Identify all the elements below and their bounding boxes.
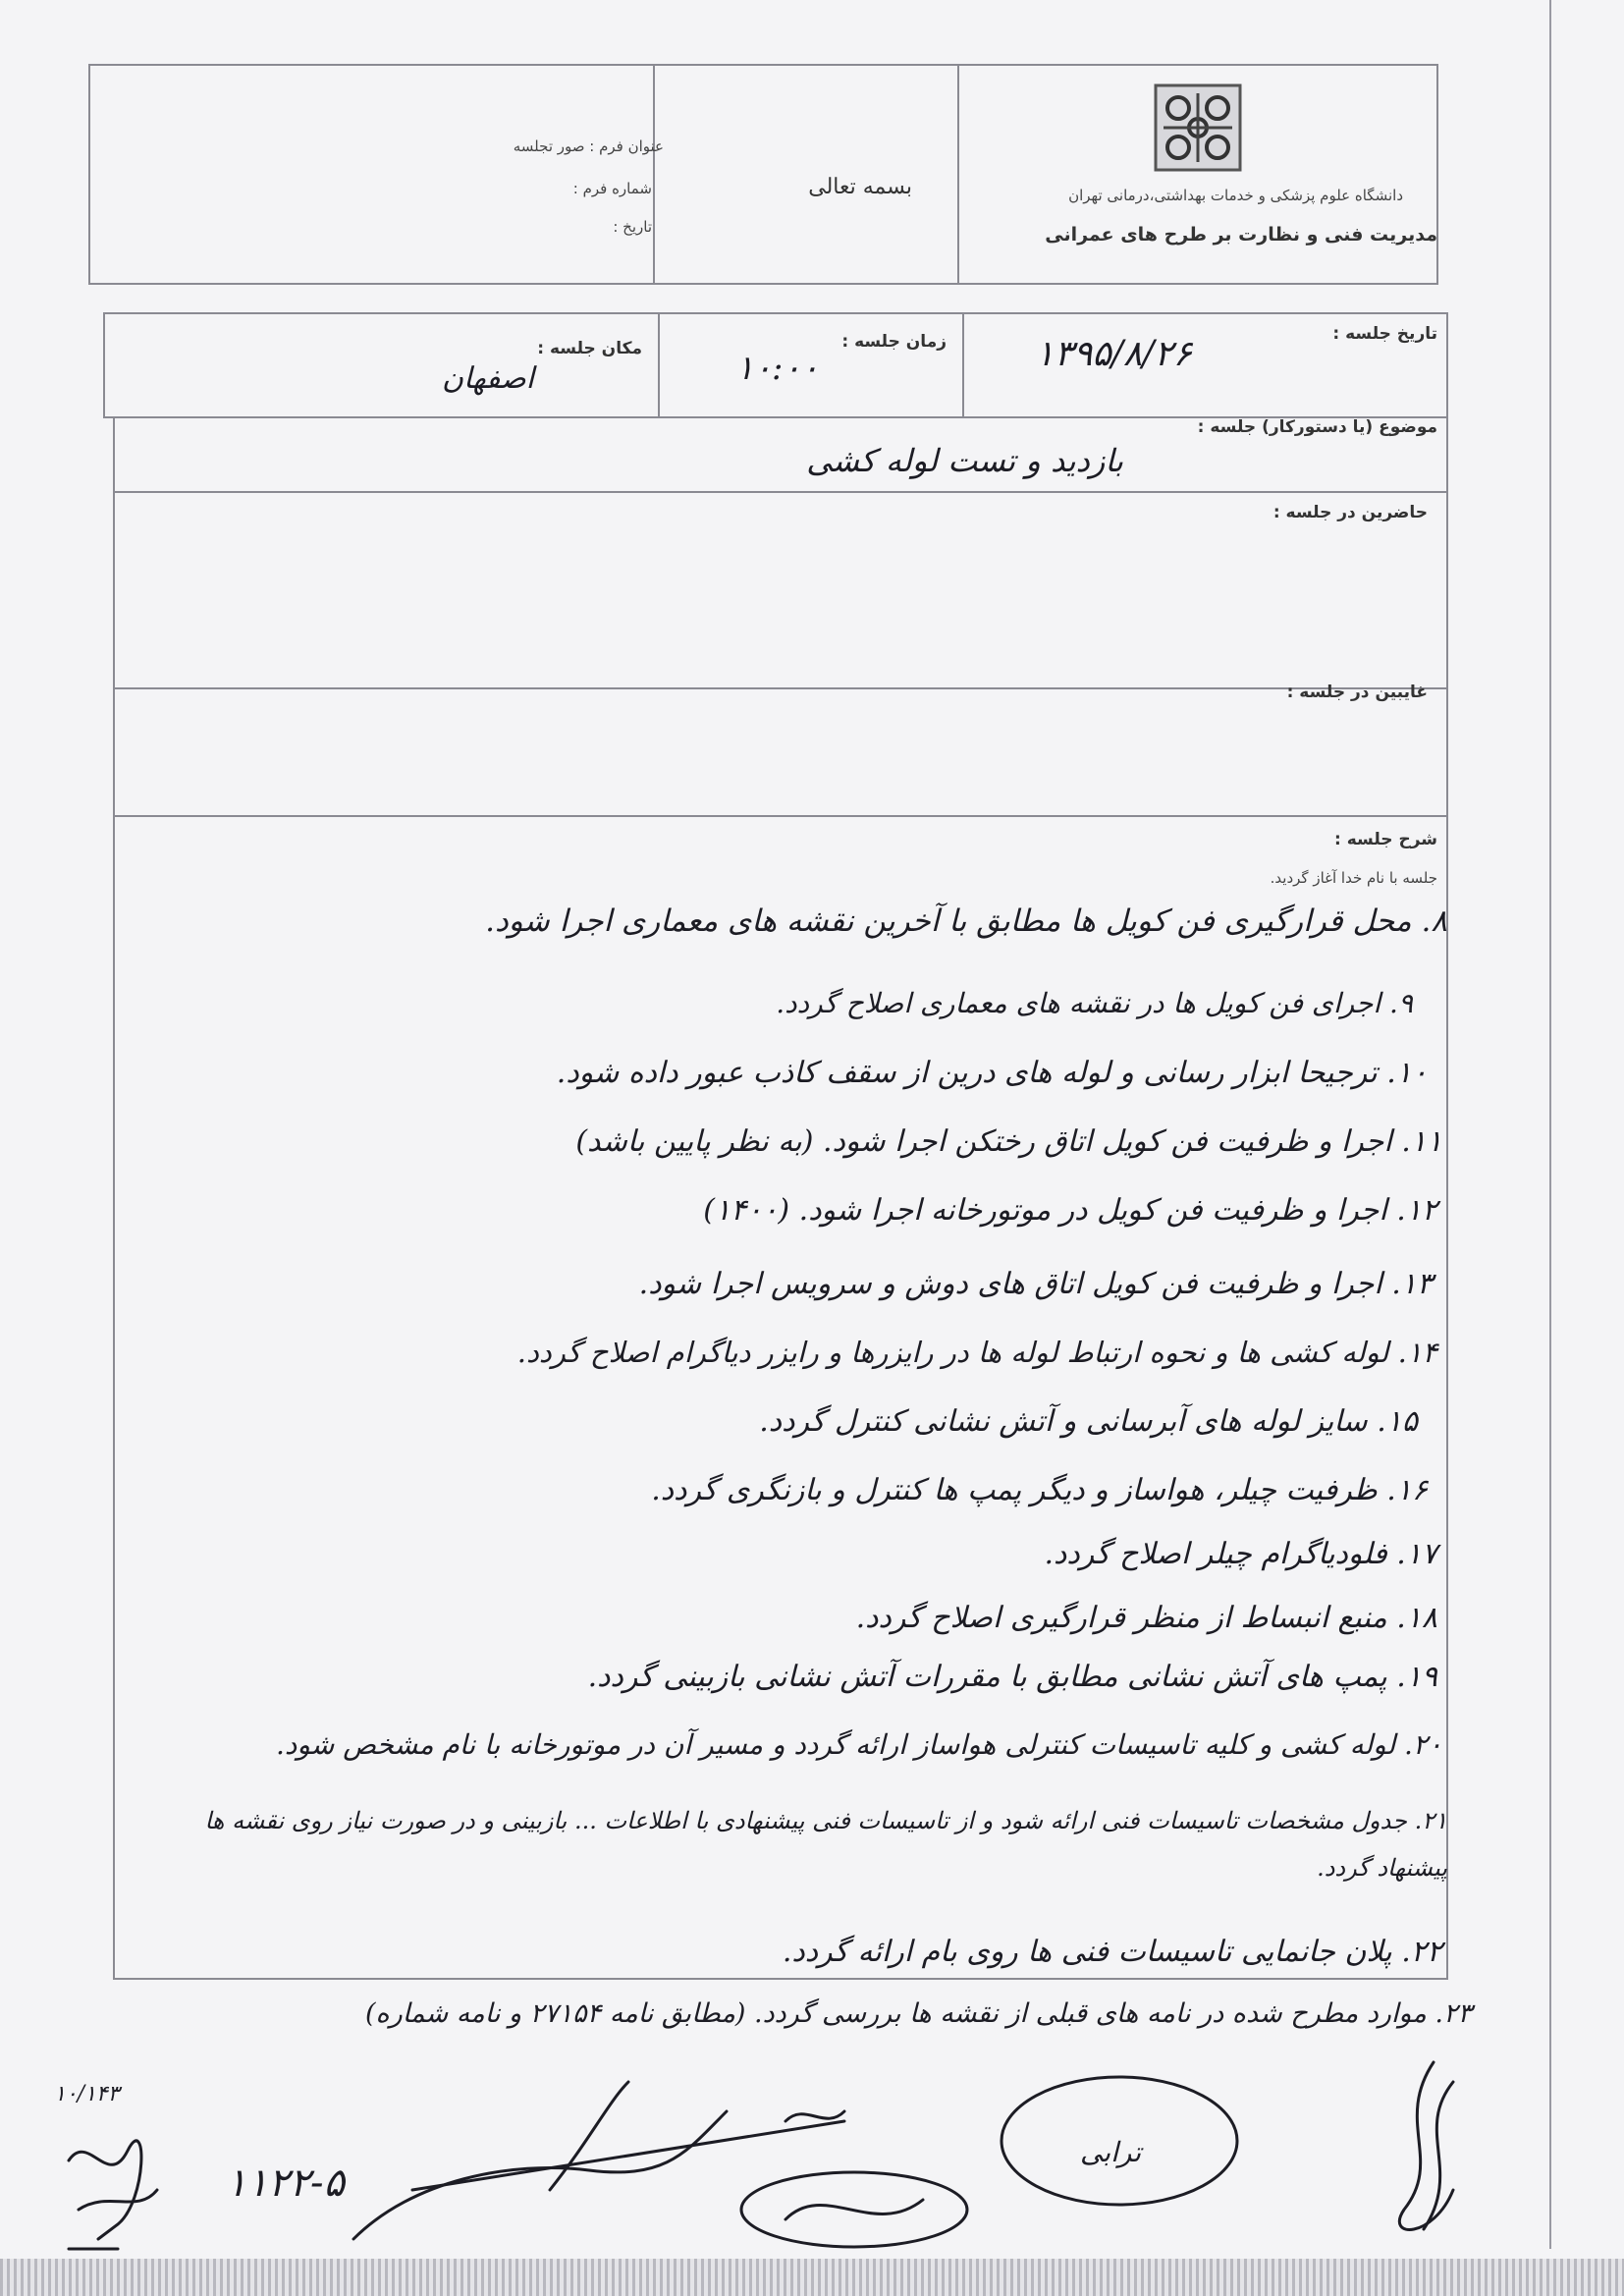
- list-item: ۹. اجرای فن کویل ها در نقشه های معماری اصلاح گردد.: [776, 987, 1413, 1019]
- list-item: ۲۳. موارد مطرح شده در نامه های قبلی از نقشه ها بررسی گردد. (مطابق نامه ۲۷۱۵۴ و نامه شماره): [365, 1998, 1472, 2029]
- list-item: ۸. محل قرارگیری فن کویل ها مطابق با آخرین نقشه های معماری اجرا شود.: [485, 903, 1447, 939]
- subject-value: بازدید و تست لوله کشی: [806, 442, 1123, 479]
- note-number: ۱۱۲۲-۵: [226, 2160, 345, 2206]
- form-number-label: شماره فرم :: [572, 180, 652, 197]
- info-divider-1: [658, 312, 660, 418]
- meeting-date-value: ۱۳۹۵/۸/۲۶: [1035, 334, 1192, 374]
- meeting-time-label: زمان جلسه :: [841, 332, 947, 352]
- absentees-label: غایبین در جلسه :: [1286, 683, 1428, 702]
- list-item: ۲۱. جدول مشخصات تاسیسات فنی ارائه شود و از تاسیسات فنی پیشنهادی با اطلاعات ... بازبینی و در صورت نیاز روی نقشه ها پیشنهاد گردد.: [204, 1807, 1447, 1882]
- circled-name: ترابی: [1080, 2136, 1142, 2168]
- attendees-divider: [113, 687, 1448, 689]
- opening-line: جلسه با نام خدا آغاز گردید.: [1270, 869, 1437, 887]
- list-item: ۲۰. لوله کشی و کلیه تاسیسات کنترلی هواساز ارائه گردد و مسیر آن در موتورخانه با نام مشخص شود.: [276, 1728, 1442, 1761]
- signatures-area: [39, 2043, 1532, 2259]
- info-divider-2: [962, 312, 964, 418]
- description-label: شرح جلسه :: [1334, 830, 1437, 849]
- meeting-place-value: اصفهان: [442, 361, 534, 396]
- list-item: ۱۵. سایز لوله های آبرسانی و آتش نشانی کنترل گردد.: [759, 1404, 1418, 1439]
- note-top-left: ۱۰/۱۴۳: [54, 2082, 120, 2106]
- list-item: ۱۳. اجرا و ظرفیت فن کویل اتاق های دوش و سرویس اجرا شود.: [638, 1267, 1433, 1301]
- list-item: ۱۴. لوله کشی ها و نحوه ارتباط لوله ها در رایزرها و رایزر دیاگرام اصلاح گردد.: [516, 1336, 1437, 1369]
- subject-divider: [113, 491, 1448, 493]
- university-emblem-icon: [1154, 83, 1242, 172]
- subject-label: موضوع (یا دستورکار) جلسه :: [1197, 417, 1437, 437]
- list-item: ۱۰. ترجیحا ابزار رسانی و لوله های درین از سقف کاذب عبور داده شود.: [556, 1056, 1428, 1090]
- header-divider-1: [653, 64, 655, 285]
- list-item: ۱۸. منبع انبساط از منظر قرارگیری اصلاح گردد.: [855, 1601, 1437, 1635]
- form-title-label: عنوان فرم : صور تجلسه: [513, 137, 664, 155]
- university-name: دانشگاه علوم پزشکی و خدمات بهداشتی،درمانی تهران: [1068, 187, 1403, 204]
- list-item: ۱۱. اجرا و ظرفیت فن کویل اتاق رختکن اجرا شود. (به نظر پایین باشد): [575, 1124, 1442, 1159]
- bismillah: بسمه تعالی: [808, 175, 912, 199]
- page-edge: [1549, 0, 1551, 2249]
- scan-bottom-strip: [0, 2259, 1624, 2296]
- meeting-time-value: ۱۰:۰۰: [735, 349, 819, 388]
- list-item: ۱۲. اجرا و ظرفیت فن کویل در موتورخانه اجرا شود. (۱۴۰۰): [703, 1193, 1437, 1228]
- list-item: ۲۲. پلان جانمایی تاسیسات فنی ها روی بام ارائه گردد.: [782, 1935, 1442, 1969]
- list-item: ۱۹. پمپ های آتش نشانی مطابق با مقررات آتش نشانی بازبینی گردد.: [587, 1660, 1437, 1694]
- list-item: ۱۷. فلودیاگرام چیلر اصلاح گردد.: [1044, 1537, 1437, 1571]
- header-divider-2: [957, 64, 959, 285]
- list-item: ۱۶. ظرفیت چیلر، هواساز و دیگر پمپ ها کنترل و بازنگری گردد.: [651, 1473, 1428, 1507]
- form-date-label: تاریخ :: [613, 218, 652, 236]
- absentees-divider: [113, 815, 1448, 817]
- meeting-date-label: تاریخ جلسه :: [1332, 324, 1437, 344]
- attendees-label: حاضرین در جلسه :: [1272, 503, 1428, 522]
- meeting-place-label: مکان جلسه :: [537, 339, 642, 358]
- department-name: مدیریت فنی و نظارت بر طرح های عمرانی: [1045, 224, 1437, 246]
